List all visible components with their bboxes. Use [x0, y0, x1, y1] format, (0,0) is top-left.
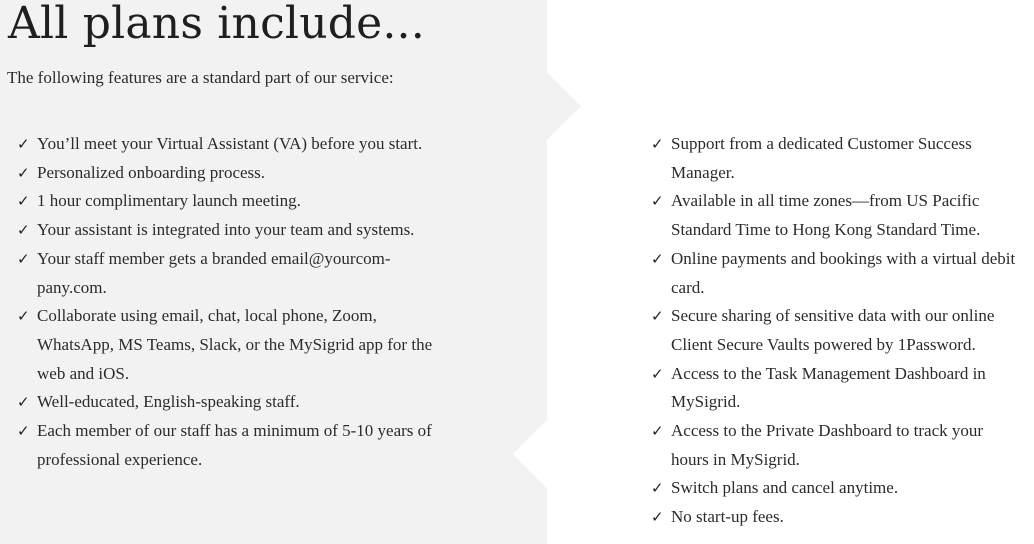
check-icon: ✓ — [17, 192, 30, 211]
check-icon: ✓ — [17, 249, 30, 268]
feature-item — [651, 187, 1023, 244]
panel-arrow-left — [513, 420, 547, 488]
page-title: All plans include... — [8, 0, 425, 49]
check-icon: ✓ — [651, 364, 664, 383]
feature-text: Support from a dedicated Customer Success Manager. — [671, 134, 972, 182]
feature-item — [17, 302, 437, 388]
feature-text: Access to the Task Management Dashboard in MySigrid. — [671, 363, 986, 412]
page-subtitle: The following features are a standard part of our service: — [7, 68, 394, 87]
feature-item — [17, 130, 437, 159]
feature-item — [651, 503, 1023, 532]
feature-text: You’ll meet your Virtual Assistant (VA) before you start. — [37, 134, 423, 153]
feature-text: Your staff member gets a branded email@yourcompany.com. — [37, 248, 391, 297]
feature-text: Each member of our staff has a minimum of 5-10 years of professional experience. — [37, 421, 432, 469]
check-icon: ✓ — [651, 192, 664, 211]
check-icon: ✓ — [651, 307, 664, 326]
feature-item — [17, 159, 437, 188]
feature-text: Switch plans and cancel anytime. — [671, 478, 899, 498]
feature-text: Collaborate using email, chat, local phone, Zoom, WhatsApp, MS Teams, Slack, or the MySigrid app for the web and iOS. — [37, 306, 433, 383]
feature-text: Well-educated, English-speaking staff. — [37, 392, 300, 412]
check-icon: ✓ — [17, 163, 30, 182]
feature-text: Personalized onboarding process. — [37, 162, 266, 182]
feature-list-right — [651, 130, 1023, 532]
feature-item — [17, 388, 437, 417]
feature-item — [651, 417, 1023, 474]
feature-text: No start-up fees. — [671, 507, 784, 527]
feature-item — [651, 360, 1023, 417]
check-icon: ✓ — [651, 422, 664, 441]
feature-text: 1 hour complimentary launch meeting. — [37, 191, 301, 211]
check-icon: ✓ — [17, 307, 30, 326]
feature-item — [17, 187, 437, 216]
check-icon: ✓ — [17, 393, 30, 412]
panel-arrow-right — [547, 72, 581, 140]
feature-text: Access to the Private Dashboard to track your hours in MySigrid. — [671, 421, 984, 469]
feature-item — [651, 130, 1023, 187]
feature-item — [651, 474, 1023, 503]
feature-text: Available in all time zones—from US Pacific Standard Time to Hong Kong Standard Time. — [671, 191, 981, 240]
feature-list-left — [17, 130, 437, 474]
feature-item — [651, 245, 1023, 302]
feature-text: Online payments and bookings with a virtual debit card. — [671, 248, 1016, 297]
check-icon: ✓ — [17, 135, 30, 153]
check-icon: ✓ — [651, 249, 664, 268]
feature-text: Your assistant is integrated into your team and systems. — [37, 220, 415, 240]
check-icon: ✓ — [651, 479, 664, 498]
check-icon: ✓ — [17, 422, 30, 441]
check-icon: ✓ — [651, 135, 664, 153]
check-icon: ✓ — [17, 221, 30, 240]
feature-item — [17, 417, 437, 474]
feature-item — [17, 216, 437, 245]
check-icon: ✓ — [651, 508, 664, 527]
feature-text: Secure sharing of sensitive data with our online Client Secure Vaults powered by 1Password. — [671, 306, 995, 354]
feature-item — [651, 302, 1023, 359]
feature-item — [17, 245, 437, 302]
